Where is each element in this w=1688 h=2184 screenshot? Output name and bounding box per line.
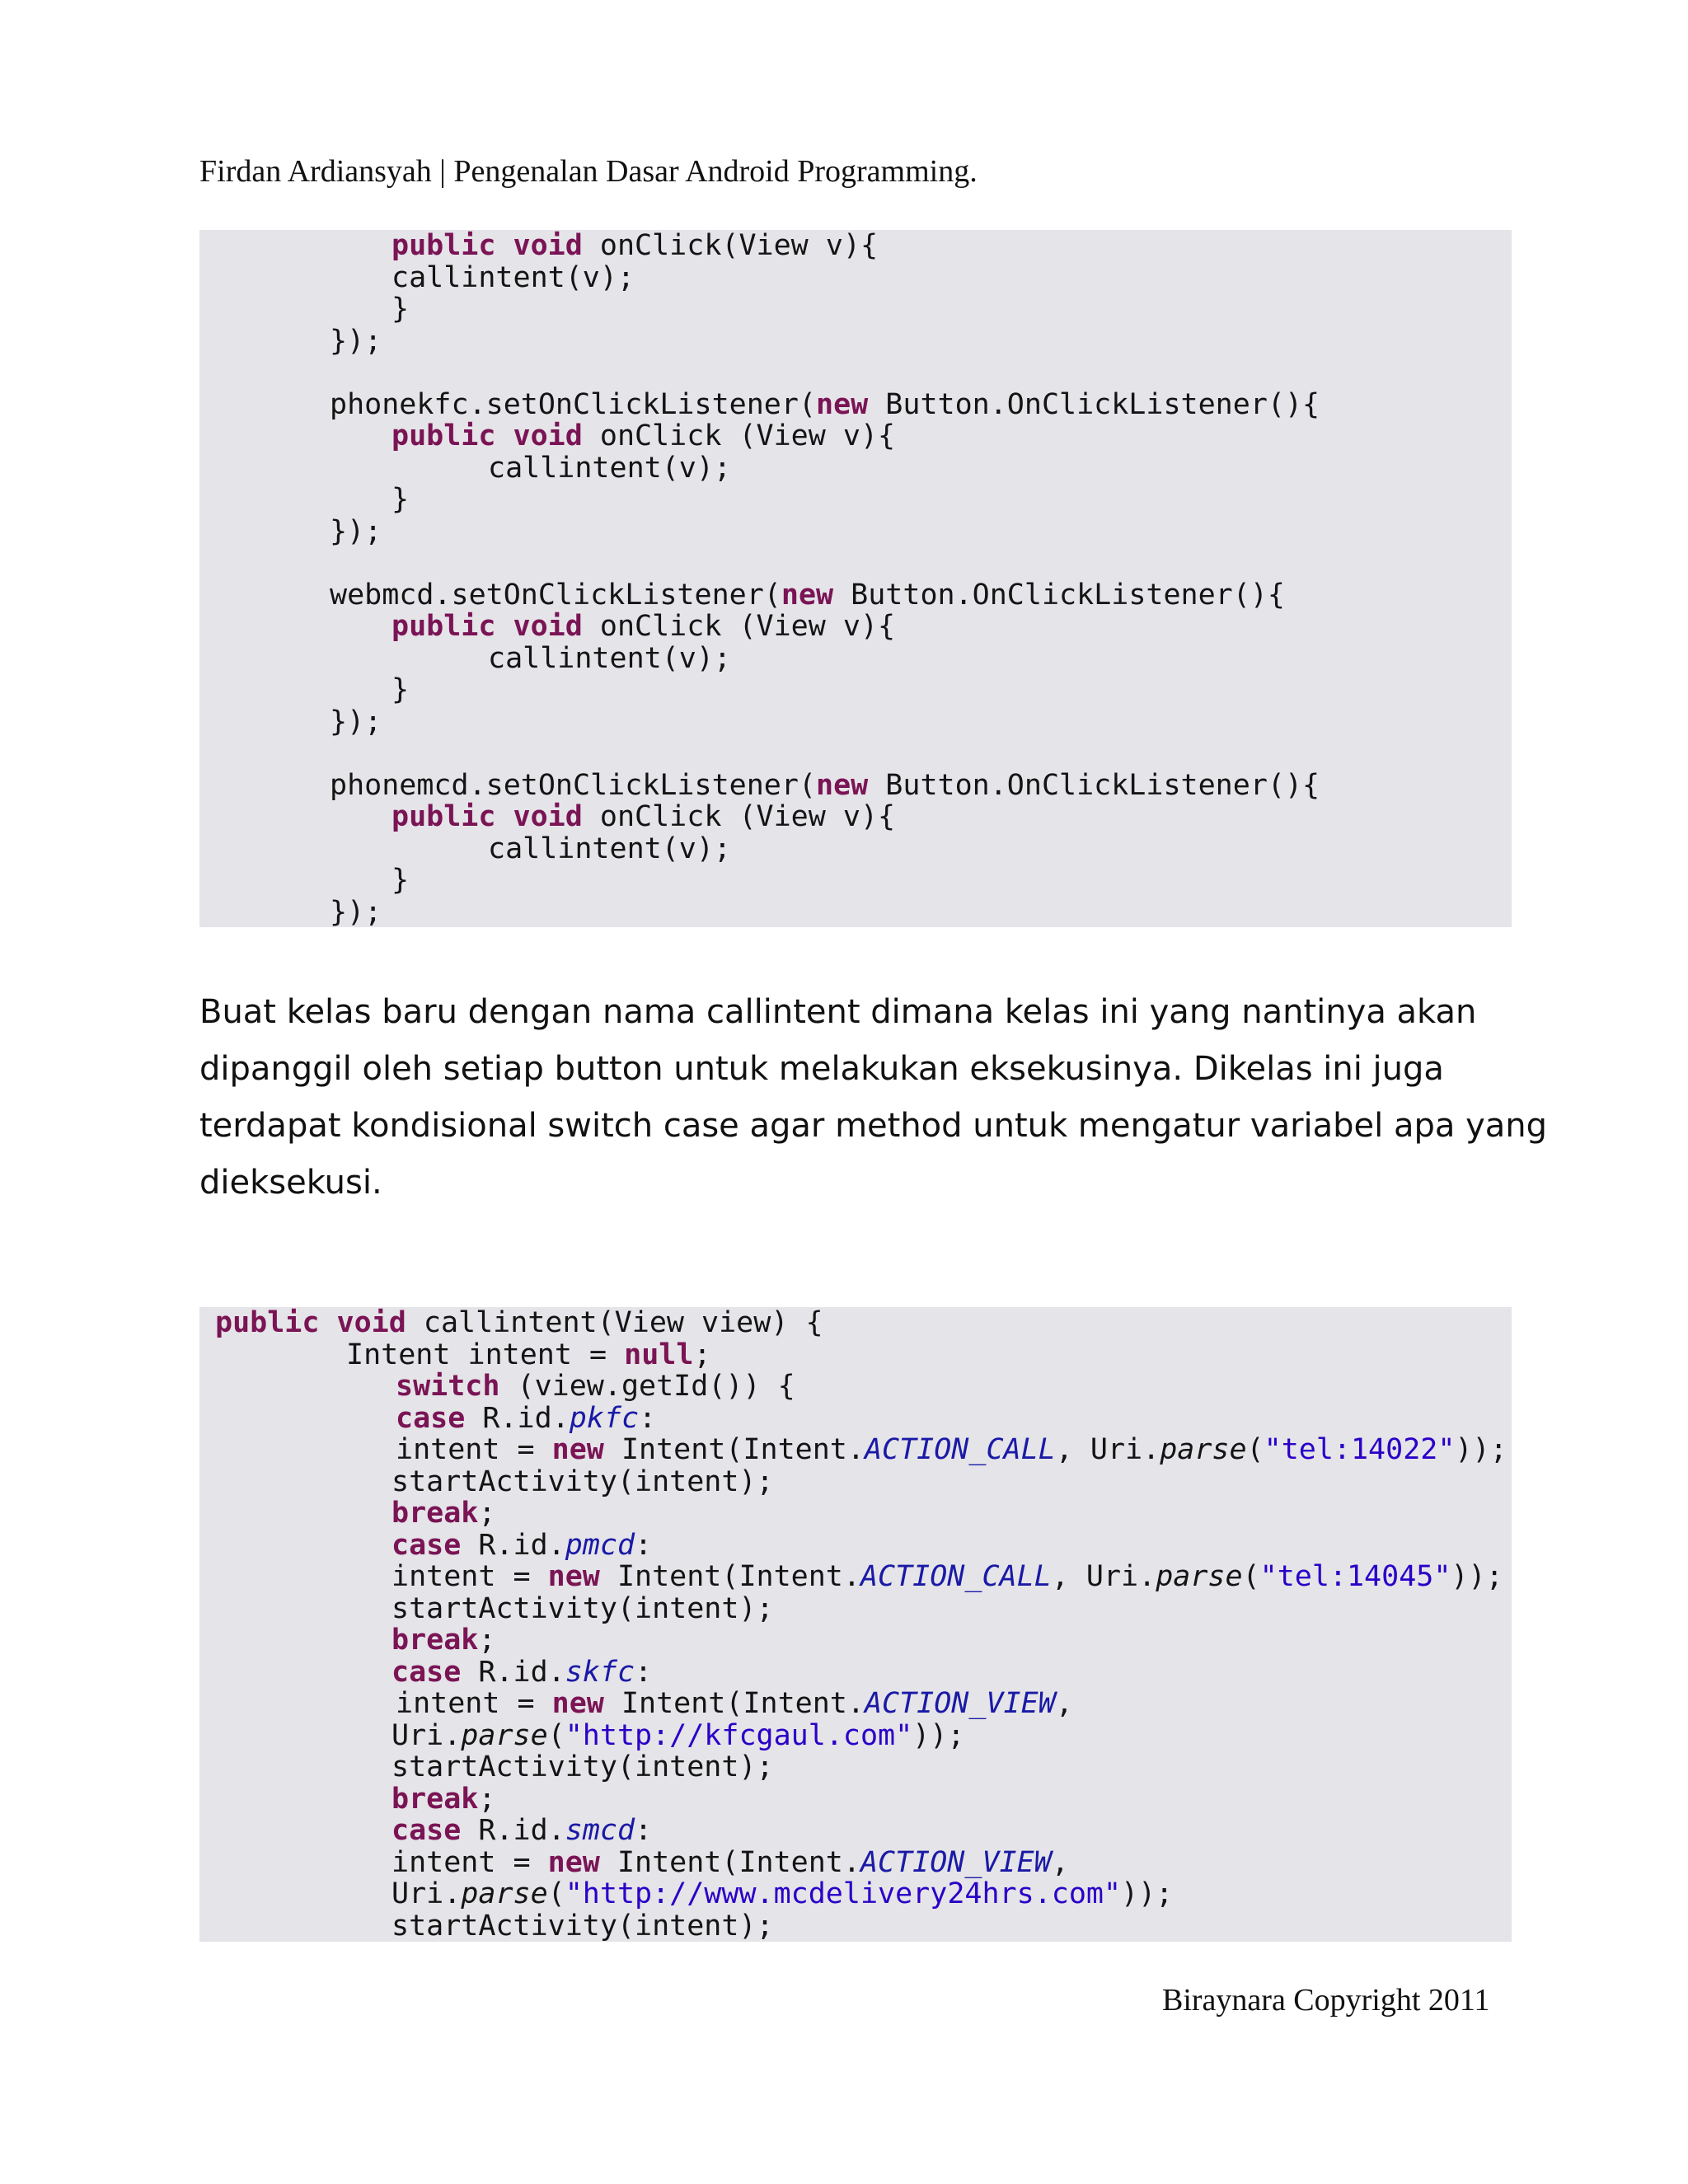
code-token: ));	[912, 1718, 965, 1752]
code-token: public	[392, 610, 496, 643]
code-token: new	[551, 1687, 604, 1720]
code-line	[392, 1878, 1173, 1910]
code-token: "http://www.mcdelivery24hrs.com"	[565, 1877, 1122, 1910]
code-token: smcd	[565, 1814, 635, 1847]
code-token: "tel:14022"	[1264, 1433, 1456, 1466]
code-token: intent =	[392, 1560, 548, 1593]
code-token: void	[513, 229, 583, 262]
code-line	[392, 1815, 652, 1847]
code-token: ;	[693, 1338, 711, 1371]
code-token: }	[392, 673, 410, 706]
code-token: ,	[1051, 1845, 1069, 1879]
code-token: new	[816, 768, 869, 802]
code-token: , Uri.	[1051, 1560, 1156, 1593]
code-line	[392, 1624, 495, 1657]
code-line	[215, 1307, 823, 1339]
code-token: "http://kfcgaul.com"	[565, 1718, 913, 1752]
code-token: public	[392, 800, 496, 833]
code-line	[396, 1403, 656, 1435]
code-token: });	[330, 514, 382, 548]
paragraph-line: terdapat kondisional switch case agar method untuk mengatur variabel apa yang	[199, 1107, 1548, 1145]
code-line	[488, 452, 731, 485]
code-token: void	[513, 800, 583, 833]
code-line	[330, 770, 1320, 802]
body-paragraph	[199, 984, 1548, 1212]
code-token: (	[1242, 1560, 1260, 1593]
code-token: ACTION_CALL	[864, 1433, 1056, 1466]
code-token: break	[392, 1497, 479, 1530]
code-token: Intent(Intent.	[599, 1845, 860, 1879]
code-token: ;	[478, 1624, 496, 1657]
code-line	[330, 516, 382, 548]
code-token: R.id.	[461, 1528, 565, 1562]
code-token: R.id.	[465, 1401, 570, 1435]
code-token: phonemcd.setOnClickListener(	[330, 768, 817, 802]
code-token: break	[392, 1782, 479, 1816]
code-line	[396, 1434, 1507, 1466]
code-token: case	[392, 1528, 462, 1562]
code-token: });	[330, 324, 382, 358]
code-line	[392, 1910, 774, 1943]
code-token: new	[547, 1560, 600, 1593]
code-line	[392, 611, 895, 643]
code-line	[392, 262, 635, 294]
code-token: :	[635, 1528, 653, 1562]
code-line	[392, 1657, 652, 1689]
code-token: });	[330, 705, 382, 738]
code-token	[495, 800, 513, 833]
code-token: void	[336, 1306, 406, 1339]
code-token	[495, 229, 513, 262]
code-line	[392, 1593, 774, 1625]
code-line	[330, 706, 382, 738]
code-token: "tel:14045"	[1259, 1560, 1451, 1593]
code-token: phonekfc.setOnClickListener(	[330, 387, 817, 421]
code-line	[392, 484, 409, 516]
code-token: ));	[1121, 1877, 1174, 1910]
code-line	[330, 389, 1320, 421]
code-token: webmcd.setOnClickListener(	[330, 578, 781, 612]
paragraph-line: Buat kelas baru dengan nama callintent dimana kelas ini yang nantinya akan	[199, 993, 1477, 1031]
code-token	[495, 419, 513, 452]
code-token: R.id.	[461, 1814, 565, 1847]
code-line	[392, 1466, 774, 1498]
code-line	[392, 1847, 1069, 1879]
code-line	[330, 579, 1285, 612]
code-token: Intent(Intent.	[599, 1560, 860, 1593]
code-token: :	[635, 1814, 653, 1847]
code-token: public	[392, 419, 496, 452]
code-token: parse	[1160, 1433, 1247, 1466]
code-token: parse	[1156, 1560, 1243, 1593]
code-token: case	[392, 1655, 462, 1689]
code-token: ACTION_VIEW	[864, 1687, 1056, 1720]
code-token: switch	[396, 1370, 500, 1403]
code-line	[330, 897, 382, 929]
code-line	[392, 1783, 495, 1816]
code-token: R.id.	[461, 1655, 565, 1689]
code-token: startActivity(intent);	[392, 1465, 774, 1498]
code-line	[488, 643, 731, 675]
code-token: Uri.	[392, 1877, 462, 1910]
code-line	[396, 1371, 795, 1403]
code-token: new	[547, 1845, 600, 1879]
code-token: pmcd	[565, 1528, 635, 1562]
paragraph-line: dipanggil oleh setiap button untuk melakukan eksekusinya. Dikelas ini juga	[199, 1050, 1444, 1088]
code-token: case	[396, 1401, 466, 1435]
code-token: Intent(Intent.	[603, 1433, 865, 1466]
code-token: onClick(View v){	[582, 229, 879, 262]
code-token: void	[513, 610, 583, 643]
code-token: });	[330, 895, 382, 929]
code-token: startActivity(intent);	[392, 1909, 774, 1943]
code-token: callintent(v);	[488, 641, 732, 675]
code-token: Button.OnClickListener(){	[868, 768, 1320, 802]
code-line	[392, 420, 895, 452]
code-token: ACTION_VIEW	[860, 1845, 1052, 1879]
code-line	[392, 293, 409, 326]
code-line	[392, 1530, 652, 1562]
code-block-listeners	[199, 230, 1512, 927]
code-token: callintent(v);	[392, 260, 635, 294]
code-line	[392, 674, 409, 706]
code-token: onClick (View v){	[582, 610, 896, 643]
code-token: startActivity(intent);	[392, 1591, 774, 1625]
code-line	[488, 833, 731, 865]
code-token: Uri.	[392, 1718, 462, 1752]
code-token: null	[624, 1338, 694, 1371]
code-token: pkfc	[569, 1401, 640, 1435]
code-line	[392, 1497, 495, 1530]
code-token: }	[392, 864, 410, 897]
code-token	[495, 610, 513, 643]
code-token: :	[639, 1401, 657, 1435]
code-line	[392, 1720, 964, 1752]
paragraph-line: dieksekusi.	[199, 1164, 382, 1202]
code-line	[330, 326, 382, 358]
code-token: }	[392, 483, 410, 516]
code-line	[396, 1688, 1073, 1720]
code-token: ));	[1455, 1433, 1507, 1466]
code-token: case	[392, 1814, 462, 1847]
code-token: , Uri.	[1055, 1433, 1160, 1466]
code-token: break	[392, 1624, 479, 1657]
code-token: intent =	[392, 1845, 548, 1879]
code-token: ;	[478, 1497, 496, 1530]
page-footer: Biraynara Copyright 2011	[1162, 1983, 1490, 2018]
code-line	[346, 1339, 711, 1371]
code-token: intent =	[396, 1687, 552, 1720]
code-line	[392, 801, 895, 833]
code-token: Button.OnClickListener(){	[833, 578, 1285, 612]
code-token: intent =	[396, 1433, 552, 1466]
page-header: Firdan Ardiansyah | Pengenalan Dasar Android Programming.	[199, 154, 978, 189]
code-token: callintent(v);	[488, 451, 732, 485]
code-token: callintent(View view) {	[406, 1306, 823, 1339]
code-token	[319, 1306, 336, 1339]
code-token: ,	[1055, 1687, 1073, 1720]
code-token: parse	[461, 1718, 548, 1752]
code-token: Intent(Intent.	[603, 1687, 865, 1720]
code-token: startActivity(intent);	[392, 1750, 774, 1783]
code-token: new	[816, 387, 869, 421]
code-token: (	[1246, 1433, 1264, 1466]
code-token: :	[635, 1655, 653, 1689]
code-token: }	[392, 293, 410, 326]
code-block-callintent	[199, 1307, 1512, 1942]
code-token: (	[547, 1718, 565, 1752]
code-token: Intent intent =	[346, 1338, 625, 1371]
code-token: public	[215, 1306, 320, 1339]
code-token: (	[547, 1877, 565, 1910]
code-token: new	[551, 1433, 604, 1466]
code-token: parse	[461, 1877, 548, 1910]
code-line	[392, 865, 409, 897]
code-token: new	[781, 578, 834, 612]
code-token: skfc	[565, 1655, 635, 1689]
code-line	[392, 1751, 774, 1783]
code-token: ));	[1451, 1560, 1503, 1593]
code-token: callintent(v);	[488, 832, 732, 865]
code-token: void	[513, 419, 583, 452]
code-token: ;	[478, 1782, 496, 1816]
code-line	[392, 230, 878, 262]
code-line	[392, 1561, 1503, 1593]
code-token: ACTION_CALL	[860, 1560, 1052, 1593]
code-token: Button.OnClickListener(){	[868, 387, 1320, 421]
code-token: (view.getId()) {	[499, 1370, 795, 1403]
code-token: public	[392, 229, 496, 262]
code-token: onClick (View v){	[582, 419, 896, 452]
code-token: onClick (View v){	[582, 800, 896, 833]
